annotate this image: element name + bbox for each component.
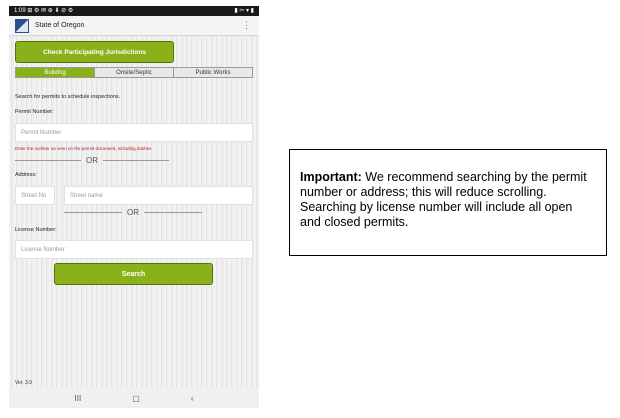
divider-line	[144, 212, 202, 213]
status-icons-right: ▮ ✂ ▾ ▮	[234, 8, 254, 14]
app-bar	[9, 16, 259, 36]
note-bold: Important:	[300, 170, 362, 184]
tab-onsite-septic[interactable]: Onsite/Septic	[95, 68, 174, 77]
tab-public-works[interactable]: Public Works	[174, 68, 252, 77]
back-icon[interactable]: ‹	[190, 393, 194, 403]
android-nav-bar	[9, 388, 259, 408]
oregon-logo-icon	[15, 19, 29, 33]
permit-number-hint: Enter the number as seen on the permit document, including dashes.	[15, 146, 153, 151]
important-note	[289, 149, 607, 256]
status-bar	[9, 6, 259, 16]
or-divider-2	[64, 208, 202, 217]
version-label: Ver. 3.9	[15, 380, 32, 386]
search-form	[9, 37, 259, 388]
street-no-input[interactable]: Street No	[15, 186, 55, 205]
license-number-label: License Number:	[15, 227, 57, 233]
divider-line	[103, 160, 169, 161]
divider-line	[15, 160, 81, 161]
device-screen	[9, 6, 259, 408]
app-title: State of Oregon	[35, 22, 85, 29]
divider-line	[64, 212, 122, 213]
home-icon[interactable]: ▢	[132, 393, 140, 403]
street-name-input[interactable]: Street name	[64, 186, 253, 205]
permit-number-label: Permit Number:	[15, 109, 54, 115]
address-label: Address:	[15, 172, 37, 178]
or-text: OR	[86, 156, 98, 165]
or-text: OR	[127, 208, 139, 217]
license-number-input[interactable]: License Number	[15, 240, 253, 259]
search-button[interactable]: Search	[54, 263, 213, 285]
permit-type-tabs	[15, 67, 253, 78]
or-divider-1	[15, 156, 169, 165]
note-text: We recommend searching by the permit number or address; this will reduce scrolling. Searching by license number will include all open and closed permits.	[300, 170, 587, 229]
tab-building[interactable]: Building	[16, 68, 95, 77]
permit-number-input[interactable]: Permit Number	[15, 123, 253, 142]
recents-icon[interactable]: III	[74, 393, 82, 403]
check-jurisdictions-button[interactable]: Check Participating Jurisdictions	[15, 41, 174, 63]
kebab-menu-icon[interactable]: ⋮	[242, 20, 251, 30]
search-intro-text: Search for permits to schedule inspections.	[15, 94, 121, 100]
status-icons-left: ⊞ ⚙ ✉ ⊕ ⬇ ⊘ ⚙	[27, 8, 74, 14]
status-time: 1:09	[14, 8, 26, 14]
